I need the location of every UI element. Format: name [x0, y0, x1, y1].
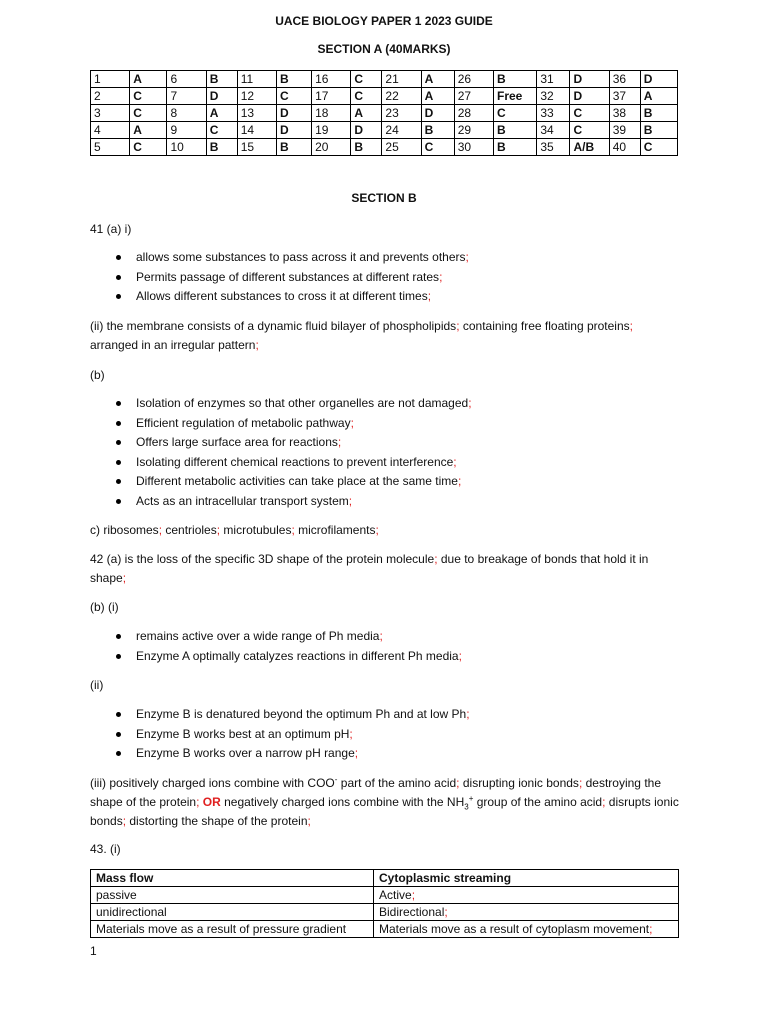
mcq-number-cell: 15: [237, 139, 276, 156]
mcq-answer-cell: B: [277, 71, 312, 88]
mcq-answer-cell: A: [640, 88, 677, 105]
mcq-answer-cell: C: [206, 122, 237, 139]
q41-c-part-2: centrioles: [162, 523, 217, 537]
q41-b-label: (b): [90, 368, 105, 382]
superscript-minus: -: [334, 775, 338, 784]
mcq-number-cell: 36: [609, 71, 640, 88]
mcq-number-cell: 4: [91, 122, 130, 139]
semicolon-mark: ;: [457, 474, 462, 488]
mcq-answer-cell: C: [351, 71, 382, 88]
bullet-item: [90, 453, 680, 473]
table-row: [91, 887, 679, 904]
q42-b-ii-list: [90, 705, 680, 764]
column-header: Cytoplasmic streaming: [374, 870, 679, 887]
bullet-item: [90, 744, 680, 764]
semicolon-mark: ;: [466, 707, 470, 721]
semicolon-mark: ;: [411, 888, 416, 902]
semicolon-mark: ;: [453, 454, 457, 469]
mcq-number-cell: 17: [312, 88, 351, 105]
mcq-number-cell: 3: [91, 105, 130, 122]
mcq-answer-cell: A: [130, 71, 167, 88]
semicolon-mark: ;: [379, 629, 383, 643]
mcq-number-cell: 22: [382, 88, 421, 105]
q42-iii-text-5: negatively charged ions combine with the NH: [220, 795, 465, 809]
cell-text: Active: [379, 888, 412, 902]
q42-b-ii-label: (ii): [90, 678, 104, 692]
mcq-number-cell: 35: [537, 139, 570, 156]
bullet-text: remains active over a wide range of Ph media: [136, 629, 380, 643]
q42-b-i-list: [90, 627, 680, 666]
semicolon-mark: ;: [578, 776, 583, 790]
mcq-number-cell: 19: [312, 122, 351, 139]
mcq-answer-cell: Free: [493, 88, 536, 105]
bullet-item: [90, 433, 680, 453]
mcq-row: [91, 88, 678, 105]
table-cell: [91, 887, 374, 904]
mcq-answer-cell: B: [640, 105, 677, 122]
mcq-answer-cell: B: [206, 139, 237, 156]
semicolon-mark: ;: [216, 523, 221, 537]
cell-text: Materials move as a result of cytoplasm movement: [379, 922, 650, 936]
section-a-heading: SECTION A (40MARKS): [317, 42, 451, 56]
mcq-answer-cell: C: [421, 139, 454, 156]
mcq-answer-cell: C: [277, 88, 312, 105]
q41-a-ii-part-3: arranged in an irregular pattern: [90, 338, 256, 352]
table-row: [91, 921, 679, 938]
q43-comparison-table: [90, 869, 679, 938]
mcq-answer-cell: A: [206, 105, 237, 122]
semicolon-mark: ;: [465, 250, 469, 264]
q41-a-ii-part-2: containing free floating proteins: [459, 319, 630, 333]
q41-b-list: [90, 394, 680, 511]
bullet-item: [90, 287, 680, 307]
mcq-number-cell: 12: [237, 88, 276, 105]
column-header: Mass flow: [91, 870, 374, 887]
mcq-number-cell: 31: [537, 71, 570, 88]
bullet-item: [90, 492, 680, 512]
cell-text: unidirectional: [96, 905, 167, 919]
q41-a-i-list: [90, 248, 680, 307]
q43-label: 43. (i): [90, 842, 121, 856]
subscript-three: 3: [464, 802, 469, 812]
semicolon-mark: ;: [649, 922, 653, 936]
bullet-text: Different metabolic activities can take place at the same time: [136, 474, 458, 488]
semicolon-mark: ;: [348, 493, 353, 508]
mcq-answer-cell: A: [421, 71, 454, 88]
mcq-number-cell: 18: [312, 105, 351, 122]
semicolon-mark: ;: [196, 795, 200, 809]
mcq-number-cell: 30: [454, 139, 493, 156]
mcq-answer-table: [90, 70, 678, 156]
mcq-answer-cell: C: [130, 88, 167, 105]
mcq-number-cell: 38: [609, 105, 640, 122]
mcq-answer-cell: D: [277, 122, 312, 139]
semicolon-mark: ;: [629, 319, 633, 333]
mcq-answer-cell: B: [351, 139, 382, 156]
table-header-row: [91, 870, 679, 887]
q42-iii-text-2: part of the amino acid: [337, 776, 457, 790]
table-cell: [374, 904, 679, 921]
bullet-item: [90, 472, 680, 492]
table-row: [91, 904, 679, 921]
bullet-item: [90, 414, 680, 434]
q41-c-part-4: microfilaments: [294, 523, 376, 537]
mcq-answer-cell: B: [206, 71, 237, 88]
bullet-text: Enzyme B works best at an optimum pH: [136, 726, 350, 741]
bullet-text: allows some substances to pass across it and prevents others: [136, 250, 466, 264]
mcq-number-cell: 2: [91, 88, 130, 105]
q41-a-ii-answer: [90, 317, 680, 355]
mcq-number-cell: 27: [454, 88, 493, 105]
mcq-answer-cell: B: [640, 122, 677, 139]
mcq-answer-cell: A: [421, 88, 454, 105]
mcq-number-cell: 34: [537, 122, 570, 139]
mcq-row: [91, 105, 678, 122]
mcq-number-cell: 23: [382, 105, 421, 122]
semicolon-mark: ;: [255, 338, 259, 352]
mcq-answer-cell: B: [493, 71, 536, 88]
mcq-number-cell: 1: [91, 71, 130, 88]
mcq-answer-cell: D: [570, 71, 609, 88]
q42-a-answer: [90, 550, 680, 588]
mcq-number-cell: 11: [237, 71, 276, 88]
mcq-answer-cell: D: [277, 105, 312, 122]
bullet-text: Enzyme A optimally catalyzes reactions in different Ph media: [136, 648, 459, 663]
semicolon-mark: ;: [439, 269, 443, 284]
bullet-text: Permits passage of different substances at different rates: [136, 269, 440, 284]
q42-iii-text-8: distorting the shape of the protein: [126, 814, 308, 828]
semicolon-mark: ;: [434, 552, 438, 566]
mcq-number-cell: 5: [91, 139, 130, 156]
mcq-answer-cell: A: [130, 122, 167, 139]
bullet-text: Acts as an intracellular transport system: [136, 493, 349, 508]
table-cell: [91, 921, 374, 938]
semicolon-mark: ;: [456, 776, 460, 790]
mcq-number-cell: 7: [167, 88, 206, 105]
mcq-number-cell: 28: [454, 105, 493, 122]
mcq-answer-cell: D: [640, 71, 677, 88]
semicolon-mark: ;: [307, 814, 311, 828]
mcq-answer-cell: A: [351, 105, 382, 122]
mcq-answer-cell: C: [570, 122, 609, 139]
mcq-number-cell: 13: [237, 105, 276, 122]
bullet-text: Allows different substances to cross it at different times: [136, 289, 428, 303]
mcq-number-cell: 29: [454, 122, 493, 139]
semicolon-mark: ;: [602, 795, 606, 809]
q42-b-i-label: (b) (i): [90, 600, 119, 614]
mcq-answer-cell: B: [493, 139, 536, 156]
bullet-item: [90, 394, 680, 414]
bullet-text: Enzyme B is denatured beyond the optimum Ph and at low Ph: [136, 707, 467, 721]
mcq-number-cell: 24: [382, 122, 421, 139]
semicolon-mark: ;: [291, 523, 295, 537]
semicolon-mark: ;: [158, 523, 163, 537]
q41-c-part-3: microtubules: [220, 523, 292, 537]
mcq-answer-cell: C: [130, 105, 167, 122]
q41-c-part-1: c) ribosomes: [90, 523, 159, 537]
q41-label: 41 (a) i): [90, 222, 132, 236]
q42-a-part-2: due to breakage of bonds that hold it in shape: [90, 552, 649, 585]
q42-iii-text-7: disrupts ionic bonds: [90, 795, 679, 828]
mcq-row: [91, 71, 678, 88]
mcq-number-cell: 6: [167, 71, 206, 88]
semicolon-mark: ;: [468, 396, 472, 410]
bullet-text: Isolating different chemical reactions to prevent interference: [136, 454, 454, 469]
mcq-number-cell: 21: [382, 71, 421, 88]
semicolon-mark: ;: [375, 523, 379, 537]
table-cell: [91, 904, 374, 921]
semicolon-mark: ;: [122, 814, 127, 828]
bullet-item: [90, 705, 680, 725]
mcq-number-cell: 10: [167, 139, 206, 156]
bullet-text: Efficient regulation of metabolic pathway: [136, 415, 351, 430]
mcq-number-cell: 25: [382, 139, 421, 156]
semicolon-mark: ;: [349, 726, 353, 741]
table-cell: [374, 887, 679, 904]
bullet-item: [90, 268, 680, 288]
semicolon-mark: ;: [456, 319, 460, 333]
mcq-answer-cell: C: [640, 139, 677, 156]
mcq-answer-cell: D: [421, 105, 454, 122]
mcq-number-cell: 33: [537, 105, 570, 122]
bullet-text: Isolation of enzymes so that other organelles are not damaged: [136, 396, 469, 410]
mcq-answer-cell: B: [421, 122, 454, 139]
bullet-item: [90, 248, 680, 268]
superscript-plus: +: [468, 794, 474, 803]
mcq-answer-cell: C: [493, 105, 536, 122]
cell-text: Bidirectional: [379, 905, 445, 919]
bullet-text: Enzyme B works over a narrow pH range: [136, 746, 355, 760]
bullet-item: [90, 627, 680, 647]
section-b-heading: SECTION B: [351, 191, 417, 205]
page-number: 1: [90, 944, 97, 958]
document-title: UACE BIOLOGY PAPER 1 2023 GUIDE: [275, 14, 493, 28]
semicolon-mark: ;: [350, 415, 354, 430]
q41-c-answer: [90, 521, 680, 540]
mcq-answer-cell: D: [351, 122, 382, 139]
mcq-answer-cell: A/B: [570, 139, 609, 156]
q42-iii-text-4: destroying the shape of the protein: [90, 776, 661, 809]
q42-iii-text-6: group of the amino acid: [473, 795, 603, 809]
semicolon-mark: ;: [354, 746, 359, 760]
mcq-answer-cell: D: [206, 88, 237, 105]
mcq-number-cell: 39: [609, 122, 640, 139]
mcq-answer-cell: B: [277, 139, 312, 156]
mcq-number-cell: 32: [537, 88, 570, 105]
semicolon-mark: ;: [427, 289, 432, 303]
mcq-number-cell: 20: [312, 139, 351, 156]
bullet-text: Offers large surface area for reactions: [136, 435, 338, 449]
mcq-number-cell: 37: [609, 88, 640, 105]
mcq-number-cell: 16: [312, 71, 351, 88]
mcq-answer-cell: B: [493, 122, 536, 139]
mcq-row: [91, 122, 678, 139]
cell-text: passive: [96, 888, 137, 902]
q42-iii-answer: [90, 774, 680, 831]
mcq-answer-cell: C: [570, 105, 609, 122]
cell-text: Materials move as a result of pressure gradient: [96, 922, 347, 936]
table-cell: [374, 921, 679, 938]
mcq-number-cell: 40: [609, 139, 640, 156]
mcq-answer-cell: D: [570, 88, 609, 105]
q42-iii-text-1: (iii) positively charged ions combine with COO: [90, 776, 335, 790]
or-keyword: OR: [202, 795, 221, 809]
mcq-number-cell: 8: [167, 105, 206, 122]
bullet-item: [90, 725, 680, 745]
semicolon-mark: ;: [122, 571, 127, 585]
semicolon-mark: ;: [444, 905, 448, 919]
semicolon-mark: ;: [458, 648, 462, 663]
q41-a-ii-part-1: (ii) the membrane consists of a dynamic fluid bilayer of phospholipids: [90, 319, 457, 333]
q42-a-part-1: 42 (a) is the loss of the specific 3D shape of the protein molecule: [90, 552, 435, 566]
mcq-answer-cell: C: [130, 139, 167, 156]
semicolon-mark: ;: [337, 435, 342, 449]
mcq-number-cell: 14: [237, 122, 276, 139]
bullet-item: [90, 647, 680, 667]
mcq-answer-cell: C: [351, 88, 382, 105]
q42-iii-text-3: disrupting ionic bonds: [459, 776, 579, 790]
mcq-row: [91, 139, 678, 156]
mcq-number-cell: 9: [167, 122, 206, 139]
mcq-number-cell: 26: [454, 71, 493, 88]
